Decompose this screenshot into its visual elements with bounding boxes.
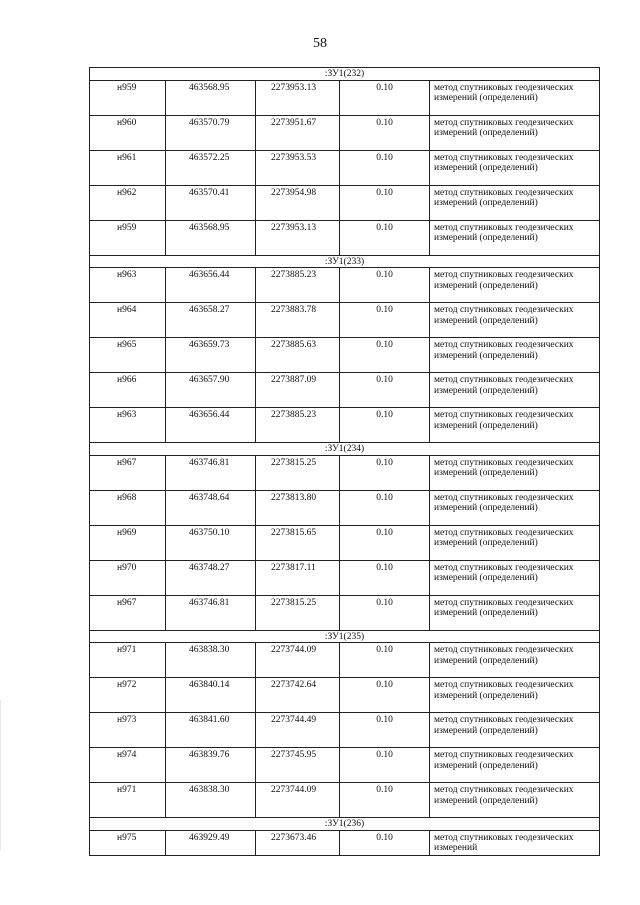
x-coordinate-cell: 463656.44 — [166, 408, 256, 443]
point-name-cell: н963 — [90, 268, 166, 303]
table-row — [90, 373, 600, 408]
table-row — [90, 455, 600, 490]
point-name-cell: н959 — [90, 220, 166, 255]
method-cell: метод спутниковых геодезических измерений (определений) — [430, 455, 600, 490]
x-coordinate-cell: 463748.27 — [166, 560, 256, 595]
method-cell: метод спутниковых геодезических измерений (определений) — [430, 560, 600, 595]
accuracy-cell: 0.10 — [340, 830, 430, 855]
y-coordinate-cell: 2273744.09 — [256, 643, 340, 678]
accuracy-cell: 0.10 — [340, 643, 430, 678]
accuracy-cell: 0.10 — [340, 525, 430, 560]
method-cell: метод спутниковых геодезических измерений (определений) — [430, 150, 600, 185]
point-name-cell: н967 — [90, 595, 166, 630]
method-cell: метод спутниковых геодезических измерений (определений) — [430, 338, 600, 373]
accuracy-cell: 0.10 — [340, 783, 430, 818]
point-name-cell: н971 — [90, 643, 166, 678]
y-coordinate-cell: 2273817.11 — [256, 560, 340, 595]
x-coordinate-cell: 463841.60 — [166, 713, 256, 748]
y-coordinate-cell: 2273953.13 — [256, 80, 340, 115]
table-row — [90, 268, 600, 303]
x-coordinate-cell: 463929.49 — [166, 830, 256, 855]
section-header-row — [90, 818, 600, 831]
table-row — [90, 748, 600, 783]
accuracy-cell: 0.10 — [340, 713, 430, 748]
y-coordinate-cell: 2273883.78 — [256, 303, 340, 338]
section-header-row — [90, 255, 600, 268]
y-coordinate-cell: 2273885.23 — [256, 268, 340, 303]
table-row — [90, 525, 600, 560]
y-coordinate-cell: 2273813.80 — [256, 490, 340, 525]
y-coordinate-cell: 2273744.49 — [256, 713, 340, 748]
table-row — [90, 150, 600, 185]
x-coordinate-cell: 463568.95 — [166, 80, 256, 115]
point-name-cell: н963 — [90, 408, 166, 443]
point-name-cell: н973 — [90, 713, 166, 748]
y-coordinate-cell: 2273815.25 — [256, 595, 340, 630]
point-name-cell: н959 — [90, 80, 166, 115]
x-coordinate-cell: 463748.64 — [166, 490, 256, 525]
accuracy-cell: 0.10 — [340, 303, 430, 338]
method-cell: метод спутниковых геодезических измерений (определений) — [430, 748, 600, 783]
y-coordinate-cell: 2273744.09 — [256, 783, 340, 818]
y-coordinate-cell: 2273745.95 — [256, 748, 340, 783]
table-row — [90, 678, 600, 713]
x-coordinate-cell: 463572.25 — [166, 150, 256, 185]
method-cell: метод спутниковых геодезических измерений (определений) — [430, 783, 600, 818]
accuracy-cell: 0.10 — [340, 748, 430, 783]
y-coordinate-cell: 2273953.13 — [256, 220, 340, 255]
section-header-row — [90, 68, 600, 81]
table-row — [90, 115, 600, 150]
table-row — [90, 338, 600, 373]
x-coordinate-cell: 463656.44 — [166, 268, 256, 303]
table-row — [90, 595, 600, 630]
method-cell: метод спутниковых геодезических измерений (определений) — [430, 713, 600, 748]
section-header-row — [90, 630, 600, 643]
y-coordinate-cell: 2273885.63 — [256, 338, 340, 373]
table-row — [90, 783, 600, 818]
x-coordinate-cell: 463838.30 — [166, 783, 256, 818]
method-cell: метод спутниковых геодезических измерений (определений) — [430, 303, 600, 338]
accuracy-cell: 0.10 — [340, 595, 430, 630]
point-name-cell: н971 — [90, 783, 166, 818]
accuracy-cell: 0.10 — [340, 150, 430, 185]
section-title: :ЗУ1(233) — [90, 255, 600, 268]
scan-edge-mark — [0, 700, 1, 850]
method-cell: метод спутниковых геодезических измерений (определений) — [430, 185, 600, 220]
y-coordinate-cell: 2273742.64 — [256, 678, 340, 713]
accuracy-cell: 0.10 — [340, 490, 430, 525]
table-row — [90, 643, 600, 678]
point-name-cell: н965 — [90, 338, 166, 373]
x-coordinate-cell: 463659.73 — [166, 338, 256, 373]
accuracy-cell: 0.10 — [340, 268, 430, 303]
point-name-cell: н970 — [90, 560, 166, 595]
y-coordinate-cell: 2273951.67 — [256, 115, 340, 150]
accuracy-cell: 0.10 — [340, 455, 430, 490]
point-name-cell: н961 — [90, 150, 166, 185]
coordinates-table-body — [90, 68, 600, 856]
x-coordinate-cell: 463568.95 — [166, 220, 256, 255]
y-coordinate-cell: 2273673.46 — [256, 830, 340, 855]
coordinates-table — [89, 67, 600, 856]
table-row — [90, 713, 600, 748]
x-coordinate-cell: 463658.27 — [166, 303, 256, 338]
x-coordinate-cell: 463746.81 — [166, 595, 256, 630]
method-cell: метод спутниковых геодезических измерений (определений) — [430, 525, 600, 560]
point-name-cell: н962 — [90, 185, 166, 220]
method-cell: метод спутниковых геодезических измерений (определений) — [430, 678, 600, 713]
point-name-cell: н964 — [90, 303, 166, 338]
y-coordinate-cell: 2273887.09 — [256, 373, 340, 408]
point-name-cell: н972 — [90, 678, 166, 713]
section-title: :ЗУ1(232) — [90, 68, 600, 81]
table-row — [90, 80, 600, 115]
section-title: :ЗУ1(234) — [90, 443, 600, 456]
accuracy-cell: 0.10 — [340, 338, 430, 373]
method-cell: метод спутниковых геодезических измерений (определений) — [430, 80, 600, 115]
point-name-cell: н969 — [90, 525, 166, 560]
method-cell: метод спутниковых геодезических измерений (определений) — [430, 490, 600, 525]
point-name-cell: н975 — [90, 830, 166, 855]
table-row — [90, 490, 600, 525]
method-cell: метод спутниковых геодезических измерений — [430, 830, 600, 855]
method-cell: метод спутниковых геодезических измерений (определений) — [430, 595, 600, 630]
x-coordinate-cell: 463838.30 — [166, 643, 256, 678]
table-row — [90, 830, 600, 855]
table-row — [90, 560, 600, 595]
table-row — [90, 185, 600, 220]
page-number: 58 — [313, 36, 327, 51]
accuracy-cell: 0.10 — [340, 185, 430, 220]
y-coordinate-cell: 2273815.65 — [256, 525, 340, 560]
method-cell: метод спутниковых геодезических измерений (определений) — [430, 373, 600, 408]
y-coordinate-cell: 2273953.53 — [256, 150, 340, 185]
x-coordinate-cell: 463840.14 — [166, 678, 256, 713]
table-row — [90, 408, 600, 443]
section-title: :ЗУ1(236) — [90, 818, 600, 831]
table-row — [90, 303, 600, 338]
method-cell: метод спутниковых геодезических измерений (определений) — [430, 115, 600, 150]
method-cell: метод спутниковых геодезических измерений (определений) — [430, 220, 600, 255]
accuracy-cell: 0.10 — [340, 115, 430, 150]
x-coordinate-cell: 463839.76 — [166, 748, 256, 783]
x-coordinate-cell: 463746.81 — [166, 455, 256, 490]
accuracy-cell: 0.10 — [340, 80, 430, 115]
section-title: :ЗУ1(235) — [90, 630, 600, 643]
accuracy-cell: 0.10 — [340, 220, 430, 255]
method-cell: метод спутниковых геодезических измерений (определений) — [430, 643, 600, 678]
table-row — [90, 220, 600, 255]
method-cell: метод спутниковых геодезических измерений (определений) — [430, 408, 600, 443]
y-coordinate-cell: 2273815.25 — [256, 455, 340, 490]
y-coordinate-cell: 2273954.98 — [256, 185, 340, 220]
x-coordinate-cell: 463570.41 — [166, 185, 256, 220]
point-name-cell: н968 — [90, 490, 166, 525]
accuracy-cell: 0.10 — [340, 408, 430, 443]
accuracy-cell: 0.10 — [340, 373, 430, 408]
x-coordinate-cell: 463750.10 — [166, 525, 256, 560]
point-name-cell: н974 — [90, 748, 166, 783]
point-name-cell: н966 — [90, 373, 166, 408]
accuracy-cell: 0.10 — [340, 678, 430, 713]
point-name-cell: н967 — [90, 455, 166, 490]
point-name-cell: н960 — [90, 115, 166, 150]
section-header-row — [90, 443, 600, 456]
y-coordinate-cell: 2273885.23 — [256, 408, 340, 443]
method-cell: метод спутниковых геодезических измерений (определений) — [430, 268, 600, 303]
x-coordinate-cell: 463657.90 — [166, 373, 256, 408]
accuracy-cell: 0.10 — [340, 560, 430, 595]
x-coordinate-cell: 463570.79 — [166, 115, 256, 150]
